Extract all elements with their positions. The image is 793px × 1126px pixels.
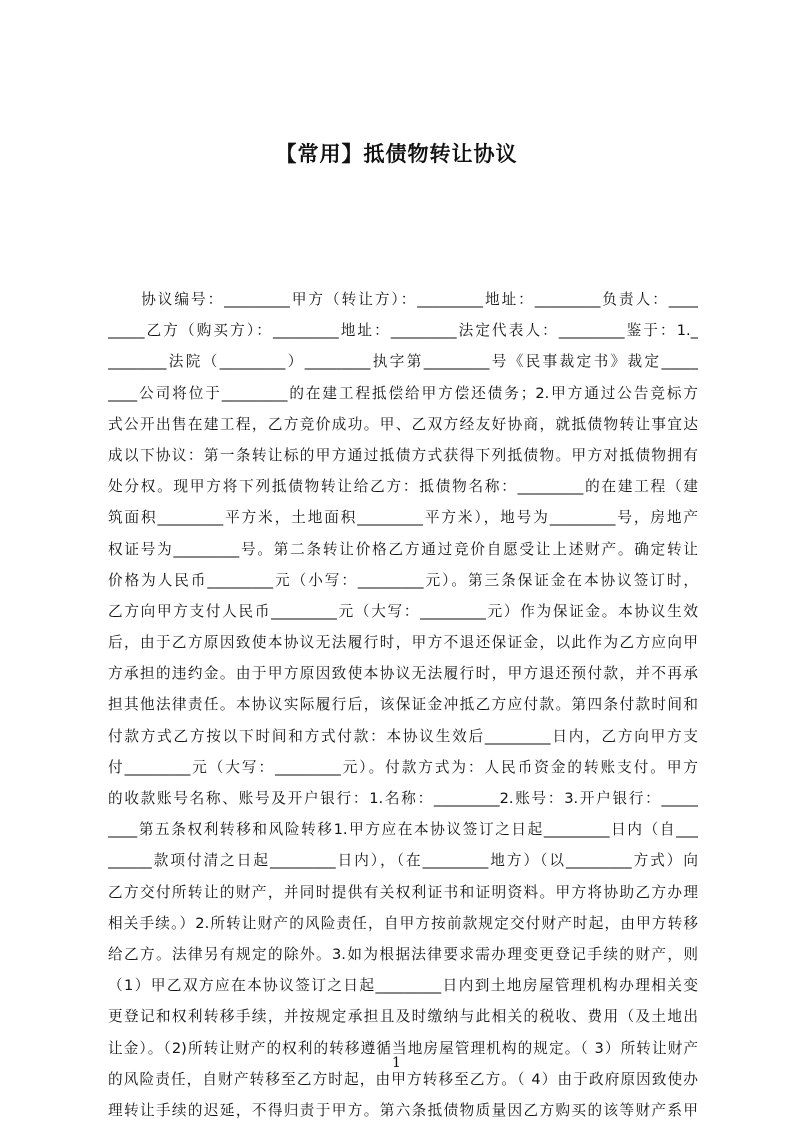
document-body bbox=[108, 284, 698, 1126]
body-line: ________法院（_________）_________执字第_________号《民事裁定书》裁定_____ bbox=[108, 353, 698, 371]
body-line: 处分权。现甲方将下列抵债物转让给乙方：抵债物名称：_________的在建工程（建 bbox=[108, 478, 698, 496]
body-line: ____公司将位于_________的在建工程抵偿给甲方偿还债务；2.甲方通过公告竞标方 bbox=[108, 384, 698, 402]
body-line: 担其他法律责任。本协议实际履行后，该保证金冲抵乙方应付款。第四条付款时间和 bbox=[108, 696, 698, 714]
body-line: 筑面积_________平方米，土地面积_________平方米），地号为_________号，房地产 bbox=[108, 509, 698, 527]
body-line: 协议编号：_________甲方（转让方）：_________地址：_________负责人：____ bbox=[108, 291, 698, 308]
body-line: 式公开出售在建工程，乙方竞价成功。甲、乙双方经友好协商，就抵债物转让事宜达 bbox=[108, 415, 698, 433]
body-line: 的风险责任，自财产转移至乙方时起，由甲方转移至乙方。（ 4）由于政府原因致使办 bbox=[108, 1070, 698, 1088]
body-line: 更登记和权利转移手续，并按规定承担且及时缴纳与此相关的税收、费用（及土地出 bbox=[108, 1008, 698, 1026]
body-line: （1）甲乙双方应在本协议签订之日起_________日内到土地房屋管理机构办理相关变 bbox=[108, 977, 698, 995]
body-line: 成以下协议：第一条转让标的甲方通过抵债方式获得下列抵债物。甲方对抵债物拥有 bbox=[108, 446, 698, 464]
body-line: 的收款账号名称、账号及开户银行：1.名称：_________2.账号：3.开户银行：_____ bbox=[108, 790, 698, 807]
body-line: 方承担的违约金。由于甲方原因致使本协议无法履行时，甲方退还预付款，并不再承 bbox=[108, 665, 698, 683]
body-line: 付_________元（大写：_________元）。付款方式为：人民币资金的转账支付。甲方 bbox=[108, 758, 698, 776]
body-line: 乙方交付所转让的财产，并同时提供有关权利证书和证明资料。甲方将协助乙方办理 bbox=[108, 883, 698, 901]
body-line: 让金）。（2)所转让财产的权利的转移遵循当地房屋管理机构的规定。（ 3）所转让财产 bbox=[108, 1039, 698, 1057]
body-line: 给乙方。法律另有规定的除外。3.如为根据法律要求需办理变更登记手续的财产，则 bbox=[108, 945, 698, 963]
body-line: 后，由于乙方原因致使本协议无法履行时，甲方不退还保证金，以此作为乙方应向甲 bbox=[108, 634, 698, 652]
body-line: ______款项付清之日起_________日内），（在_________地方）（以_________方式）向 bbox=[108, 852, 698, 870]
body-line: 乙方向甲方支付人民币_________元（大写：_________元）作为保证金。本协议生效 bbox=[108, 602, 698, 620]
body-line: 相关手续。）2.所转让财产的风险责任，自甲方按前款规定交付财产时起，由甲方转移 bbox=[108, 914, 698, 932]
body-line: _____乙方（购买方）：_________地址：_________法定代表人：_________鉴于：1._ bbox=[108, 322, 698, 340]
body-line: 理转让手续的迟延，不得归责于甲方。第六条抵债物质量因乙方购买的该等财产系甲 bbox=[108, 1101, 698, 1119]
body-line: 权证号为_________号。第二条转让价格乙方通过竞价自愿受让上述财产。确定转让 bbox=[108, 540, 698, 558]
body-line: ____第五条权利转移和风险转移1.甲方应在本协议签订之日起_________日内（自___ bbox=[108, 821, 698, 839]
body-line: 价格为人民币_________元（小写：_________元）。第三条保证金在本协议签订时， bbox=[108, 571, 698, 589]
page-number: 1 bbox=[392, 1055, 401, 1071]
document-title: 【常用】抵债物转让协议 bbox=[275, 142, 518, 166]
body-line: 付款方式乙方按以下时间和方式付款：本协议生效后_________日内，乙方向甲方支 bbox=[108, 727, 698, 745]
